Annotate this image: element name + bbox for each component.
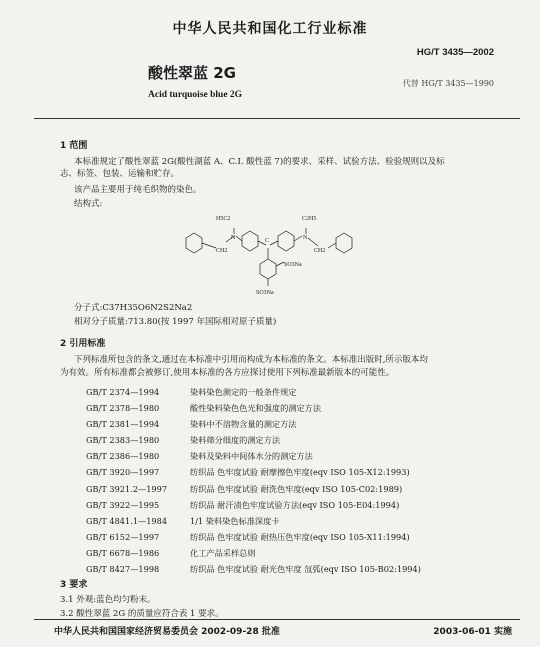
reference-code: GB/T 6152—1997	[86, 531, 160, 542]
approval-line: 中华人民共和国国家经济贸易委员会 2002-09-28 批准	[54, 627, 280, 637]
reference-code: GB/T 4841.1—1984	[86, 515, 168, 526]
reference-code: GB/T 2386—1980	[86, 451, 160, 462]
scope-para-2: 该产品主要用于纯毛织物的染色。	[74, 185, 202, 195]
scope-para-line-2: 志、标签、包装、运输和贮存。	[60, 169, 180, 179]
refs-intro-line-2: 为有效。所有标准都会被修订,使用本标准的各方应探讨使用下列标准最新版本的可能性。	[60, 368, 395, 378]
structure-label: 结构式:	[74, 199, 103, 209]
reference-item	[86, 497, 421, 513]
refs-intro-line-1: 下列标准所包含的条文,通过在本标准中引用而构成为本标准的条文。本标准出版时,所示版本均	[74, 355, 428, 365]
formula-label-ch2-left: CH2	[216, 248, 228, 254]
reference-title: 1/1 染料染色标准深度卡	[190, 515, 280, 526]
reference-title: 纺织品 色牢度试验 耐光色牢度 氙弧(eqv ISO 105-B02:1994)	[190, 564, 421, 575]
reference-title: 纺织品 色牢度试验 耐洗色牢度(eqv ISO 105-C02:1989)	[190, 483, 403, 494]
formula-label-c-center: C	[265, 238, 270, 244]
benzene-ring-left-benzyl	[186, 233, 202, 253]
reference-code: GB/T 6678—1986	[86, 547, 160, 558]
reference-item	[86, 448, 421, 464]
benzene-ring-left-aryl	[242, 231, 258, 251]
reference-list	[86, 384, 421, 577]
replaces-note: 代替 HG/T 3435—1990	[402, 79, 494, 88]
reference-title: 纺织品 色牢度试验 耐摩擦色牢度(eqv ISO 105-X12:1993)	[190, 467, 410, 478]
reference-code: GB/T 3920—1997	[86, 467, 160, 478]
reference-code: GB/T 2378—1980	[86, 403, 160, 414]
reference-item	[86, 432, 421, 448]
section-1-heading: 1 范围	[60, 141, 88, 151]
section-2-heading: 2 引用标准	[60, 339, 106, 349]
benzene-ring-right-benzyl	[336, 233, 352, 253]
reference-item	[86, 464, 421, 480]
reference-code: GB/T 3921.2—1997	[86, 483, 168, 494]
molecular-mass: 相对分子质量:713.80(按 1997 年国际相对原子质量)	[74, 317, 277, 327]
reference-title: 染料中不溶物含量的测定方法	[190, 419, 297, 430]
standard-code: HG/T 3435—2002	[416, 47, 494, 58]
header-rule	[34, 118, 520, 119]
reference-item	[86, 561, 421, 577]
reference-title: 染料筛分细度的测定方法	[190, 435, 281, 446]
title-english: Acid turquoise blue 2G	[148, 90, 243, 100]
formula-label-ch2-right: CH2	[314, 248, 326, 254]
reference-code: GB/T 3922—1995	[86, 499, 160, 510]
benzene-ring-sulfonated	[260, 259, 276, 279]
formula-label-c2h5-right: C2H5	[302, 216, 317, 222]
reference-title: 染料及染料中间体水分的测定方法	[190, 451, 313, 462]
reference-code: GB/T 2383—1980	[86, 435, 160, 446]
section-3-heading: 3 要求	[60, 580, 88, 590]
formula-label-so3na-1: SO3Na	[284, 262, 302, 268]
benzene-ring-right-aryl	[278, 231, 294, 251]
reference-item	[86, 416, 421, 432]
formula-label-h5c2-left: H5C2	[216, 216, 231, 222]
title-chinese: 酸性翠蓝 2G	[148, 64, 236, 82]
reference-title: 纺织品 色牢度试验 耐热压色牢度(eqv ISO 105-X11:1994)	[190, 531, 410, 542]
effective-date: 2003-06-01 实施	[433, 627, 512, 637]
reference-item	[86, 384, 421, 400]
footer-rule	[34, 619, 520, 620]
structural-formula-figure	[176, 206, 372, 302]
reference-item	[86, 481, 421, 497]
reference-item	[86, 513, 421, 529]
reference-title: 化工产品采样总则	[190, 547, 256, 558]
reference-title: 酸性染料染色色光和强度的测定方法	[190, 403, 322, 414]
reference-code: GB/T 2374—1994	[86, 387, 160, 397]
issuer-title: 中华人民共和国化工行业标准	[172, 21, 368, 37]
formula-label-n-left: N	[231, 235, 236, 241]
formula-label-n-right: N	[303, 235, 308, 241]
requirement-3-1: 3.1 外观:蓝色均匀粉末。	[60, 595, 156, 605]
reference-code: GB/T 8427—1998	[86, 564, 160, 575]
reference-code: GB/T 2381—1994	[86, 419, 160, 430]
scope-para-line-1: 本标准规定了酸性翠蓝 2G(酸性湖蓝 A、C.I. 酸性蓝 7)的要求、采样、试验方法、检验规则以及标	[74, 157, 445, 167]
reference-item	[86, 529, 421, 545]
molecular-formula: 分子式:C37H35O6N2S2Na2	[74, 303, 193, 313]
formula-label-so3na-2: SO3Na	[256, 290, 274, 296]
reference-title: 染料染色测定的一般条件规定	[190, 387, 297, 397]
reference-title: 纺织品 耐汗渍色牢度试验方法(eqv ISO 105-E04:1994)	[190, 499, 400, 510]
reference-item	[86, 400, 421, 416]
reference-item	[86, 545, 421, 561]
requirement-3-2: 3.2 酸性翠蓝 2G 的质量应符合表 1 要求。	[60, 609, 224, 619]
